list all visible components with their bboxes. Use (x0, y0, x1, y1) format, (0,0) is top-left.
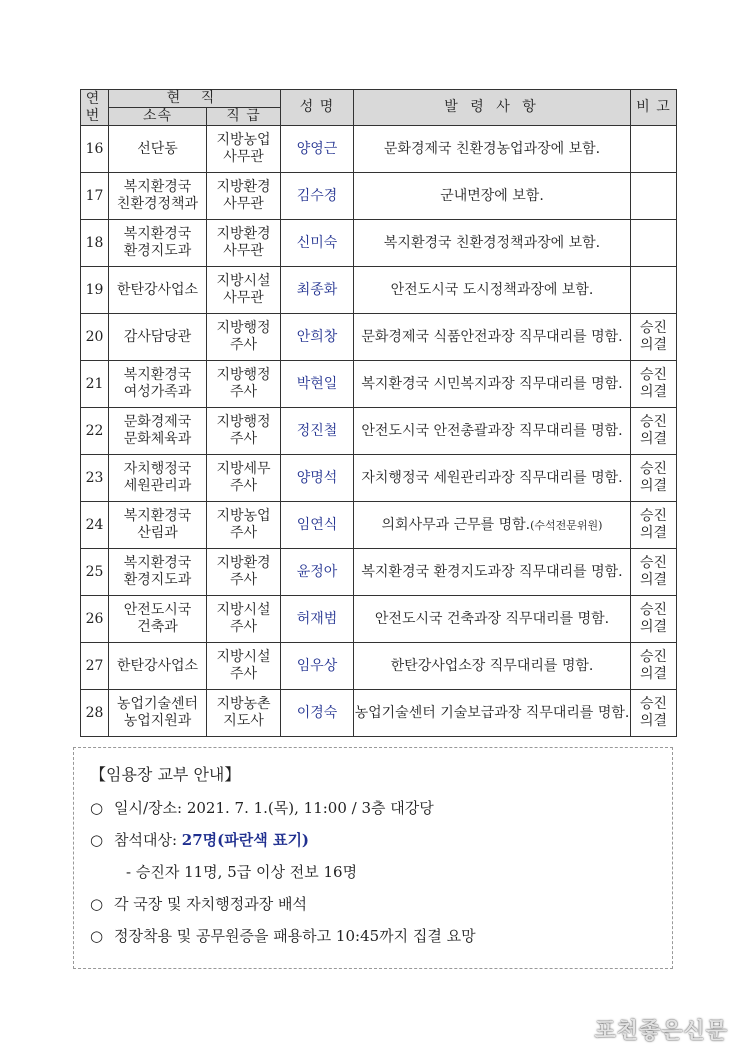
row-note (631, 173, 677, 220)
row-number-text: 24 (85, 516, 104, 533)
table-row (81, 690, 677, 737)
row-note-text: 승진 의결 (639, 367, 668, 400)
row-grade (207, 220, 281, 267)
row-number-text: 25 (85, 563, 104, 580)
row-number-text: 22 (85, 422, 104, 439)
row-note-text: 승진 의결 (639, 649, 668, 682)
newspaper-watermark: 포천좋은신문 (594, 1019, 728, 1044)
header-order: 발 령 사 항 (354, 90, 631, 126)
row-name (281, 126, 354, 173)
row-order (354, 126, 631, 173)
row-department-text: 농업기술센터 농업지원과 (116, 696, 199, 729)
notice-title: 【임용장 교부 안내】 (90, 765, 241, 784)
circle-bullet-icon: ○ (90, 927, 104, 945)
notice-line-dress-code (90, 925, 656, 943)
row-grade-text: 지방행정 주사 (216, 414, 271, 447)
table-row (81, 549, 677, 596)
row-number (81, 267, 109, 314)
row-name-text: 정진철 (296, 422, 338, 439)
row-grade (207, 126, 281, 173)
row-order-text: 안전도시국 도시정책과장에 보함. (390, 281, 594, 298)
row-order (354, 408, 631, 455)
header-name: 성 명 (281, 90, 354, 126)
row-order (354, 549, 631, 596)
notice-line-breakdown: - 승진자 11명, 5급 이상 전보 16명 (126, 863, 358, 881)
table-row (81, 173, 677, 220)
header-grade: 직 급 (207, 108, 281, 126)
row-name (281, 408, 354, 455)
row-grade-text: 지방시설 주사 (216, 649, 271, 682)
row-department-text: 자치행정국 세원관리과 (123, 461, 192, 494)
row-note (631, 549, 677, 596)
row-number-text: 16 (85, 140, 104, 157)
row-order-text: 안전도시국 안전총괄과장 직무대리를 명함. (361, 422, 623, 439)
row-order-text: 농업기술센터 기술보급과장 직무대리를 명함. (354, 704, 630, 721)
row-note-text: 승진 의결 (639, 461, 668, 494)
row-note (631, 220, 677, 267)
row-department-text: 복지환경국 환경지도과 (123, 226, 192, 259)
row-order (354, 455, 631, 502)
circle-bullet-icon: ○ (90, 799, 104, 817)
row-order (354, 596, 631, 643)
row-department (109, 126, 207, 173)
row-note-text: 승진 의결 (639, 602, 668, 635)
row-name (281, 267, 354, 314)
row-number-text: 23 (85, 469, 104, 486)
row-order-text: 한탄강사업소장 직무대리를 명함. (390, 657, 594, 674)
row-grade (207, 596, 281, 643)
row-grade-text: 지방시설 사무관 (216, 273, 271, 306)
row-name (281, 596, 354, 643)
row-number (81, 220, 109, 267)
row-number (81, 502, 109, 549)
row-name (281, 361, 354, 408)
row-name-text: 신미숙 (296, 234, 338, 251)
row-grade-text: 지방환경 사무관 (216, 226, 271, 259)
row-order-extra: (수석전문위원) (530, 518, 603, 532)
row-department (109, 502, 207, 549)
row-grade (207, 549, 281, 596)
row-order-text: 복지환경국 환경지도과장 직무대리를 명함. (361, 563, 623, 580)
table-row (81, 643, 677, 690)
row-department-text: 복지환경국 환경지도과 (123, 555, 192, 588)
row-department (109, 549, 207, 596)
row-name-text: 김수경 (296, 187, 338, 204)
row-name (281, 549, 354, 596)
row-number (81, 455, 109, 502)
row-name (281, 173, 354, 220)
notice-line-datetime (90, 797, 656, 815)
row-grade-text: 지방농업 주사 (216, 508, 271, 541)
row-grade-text: 지방환경 주사 (216, 555, 271, 588)
row-number-text: 17 (85, 187, 104, 204)
table-header (81, 90, 677, 126)
row-number-text: 21 (85, 375, 104, 392)
row-department-text: 안전도시국 건축과 (123, 602, 192, 635)
row-number-text: 19 (85, 281, 104, 298)
row-department-text: 한탄강사업소 (116, 657, 199, 674)
row-name-text: 윤정아 (296, 563, 338, 580)
row-name (281, 690, 354, 737)
row-department (109, 267, 207, 314)
row-number-text: 27 (85, 657, 104, 674)
row-department (109, 361, 207, 408)
row-number (81, 361, 109, 408)
notice-attendees-count: 27명(파란색 표기) (181, 831, 310, 849)
row-name (281, 314, 354, 361)
row-order (354, 643, 631, 690)
row-department-text: 한탄강사업소 (116, 281, 199, 298)
row-order (354, 690, 631, 737)
header-note: 비 고 (631, 90, 677, 126)
row-name-text: 양명석 (296, 469, 338, 486)
row-note (631, 455, 677, 502)
row-number-text: 26 (85, 610, 104, 627)
row-note (631, 408, 677, 455)
row-department (109, 314, 207, 361)
row-note (631, 690, 677, 737)
row-number (81, 643, 109, 690)
notice-attendees-label: 참석대상: (114, 831, 182, 849)
table-row (81, 361, 677, 408)
row-grade (207, 643, 281, 690)
table-row (81, 126, 677, 173)
row-name (281, 455, 354, 502)
row-note (631, 361, 677, 408)
row-grade-text: 지방농촌 지도사 (216, 696, 271, 729)
row-name-text: 안희창 (296, 328, 338, 345)
row-order-text: 복지환경국 친환경정책과장에 보함. (383, 234, 601, 251)
circle-bullet-icon: ○ (90, 831, 104, 849)
row-grade-text: 지방시설 주사 (216, 602, 271, 635)
row-grade-text: 지방행정 주사 (216, 367, 271, 400)
notice-datetime-text: 일시/장소: 2021. 7. 1.(목), 11:00 / 3층 대강당 (114, 799, 434, 817)
circle-bullet-icon: ○ (90, 895, 104, 913)
row-department (109, 173, 207, 220)
header-number: 연번 (81, 90, 109, 126)
row-name-text: 이경숙 (296, 704, 338, 721)
row-department-text: 복지환경국 여성가족과 (123, 367, 192, 400)
row-grade (207, 173, 281, 220)
row-note-text: 승진 의결 (639, 320, 668, 353)
row-note (631, 314, 677, 361)
row-department (109, 643, 207, 690)
row-name (281, 643, 354, 690)
row-department (109, 220, 207, 267)
row-order (354, 267, 631, 314)
row-number-text: 20 (85, 328, 104, 345)
row-number (81, 549, 109, 596)
row-grade (207, 502, 281, 549)
row-order-text: 안전도시국 건축과장 직무대리를 명함. (374, 610, 610, 627)
row-number-text: 28 (85, 704, 104, 721)
row-grade (207, 361, 281, 408)
row-department (109, 455, 207, 502)
row-grade (207, 455, 281, 502)
row-note-text: 승진 의결 (639, 414, 668, 447)
personnel-table (80, 89, 677, 737)
row-name-text: 임우상 (296, 657, 338, 674)
row-order-text: 의회사무과 근무를 명함. (381, 516, 531, 533)
row-note-text: 승진 의결 (639, 696, 668, 729)
row-name-text: 허재범 (296, 610, 338, 627)
row-note (631, 643, 677, 690)
row-order (354, 361, 631, 408)
table-row (81, 408, 677, 455)
row-name-text: 최종화 (296, 281, 338, 298)
row-name-text: 임연식 (296, 516, 338, 533)
row-note (631, 596, 677, 643)
row-note-text: 승진 의결 (639, 555, 668, 588)
row-name-text: 양영근 (296, 140, 338, 157)
header-department: 소속 (109, 108, 207, 126)
row-grade (207, 314, 281, 361)
table-row (81, 314, 677, 361)
row-department-text: 복지환경국 산림과 (123, 508, 192, 541)
row-department-text: 감사담당관 (123, 328, 192, 345)
row-number (81, 408, 109, 455)
row-grade-text: 지방환경 사무관 (216, 179, 271, 212)
notice-line-attend-directors (90, 893, 656, 911)
row-note (631, 267, 677, 314)
row-department (109, 596, 207, 643)
row-order-text: 문화경제국 식품안전과장 직무대리를 명함. (361, 328, 623, 345)
row-number (81, 126, 109, 173)
row-grade (207, 408, 281, 455)
row-number (81, 314, 109, 361)
row-order (354, 314, 631, 361)
row-number (81, 690, 109, 737)
row-name-text: 박현일 (296, 375, 338, 392)
row-grade-text: 지방세무 주사 (216, 461, 271, 494)
row-note (631, 502, 677, 549)
row-grade (207, 267, 281, 314)
row-order-text: 군내면장에 보함. (440, 187, 544, 204)
table-row (81, 502, 677, 549)
table-row (81, 455, 677, 502)
row-order-text: 자치행정국 세원관리과장 직무대리를 명함. (361, 469, 623, 486)
notice-line-attendees (90, 829, 656, 847)
row-order (354, 502, 631, 549)
row-grade-text: 지방농업 사무관 (216, 132, 271, 165)
row-order (354, 173, 631, 220)
row-department-text: 문화경제국 문화체육과 (123, 414, 192, 447)
notice-directors-text: 각 국장 및 자치행정과장 배석 (114, 895, 307, 913)
row-name (281, 502, 354, 549)
table-row (81, 267, 677, 314)
row-number (81, 173, 109, 220)
row-order (354, 220, 631, 267)
row-grade-text: 지방행정 주사 (216, 320, 271, 353)
row-order-text: 문화경제국 친환경농업과장에 보함. (383, 140, 601, 157)
table-row (81, 596, 677, 643)
table-body (81, 126, 677, 737)
header-current-position: 현 직 (109, 90, 281, 108)
row-department-text: 선단동 (137, 140, 178, 157)
row-note (631, 126, 677, 173)
row-name (281, 220, 354, 267)
row-number-text: 18 (85, 234, 104, 251)
table-row (81, 220, 677, 267)
row-department (109, 408, 207, 455)
row-order-text: 복지환경국 시민복지과장 직무대리를 명함. (361, 375, 623, 392)
appointment-notice-box (73, 747, 673, 969)
row-grade (207, 690, 281, 737)
notice-dress-text: 정장착용 및 공무원증을 패용하고 10:45까지 집결 요망 (114, 927, 476, 945)
row-note-text: 승진 의결 (639, 508, 668, 541)
row-department (109, 690, 207, 737)
row-number (81, 596, 109, 643)
row-department-text: 복지환경국 친환경정책과 (116, 179, 199, 212)
